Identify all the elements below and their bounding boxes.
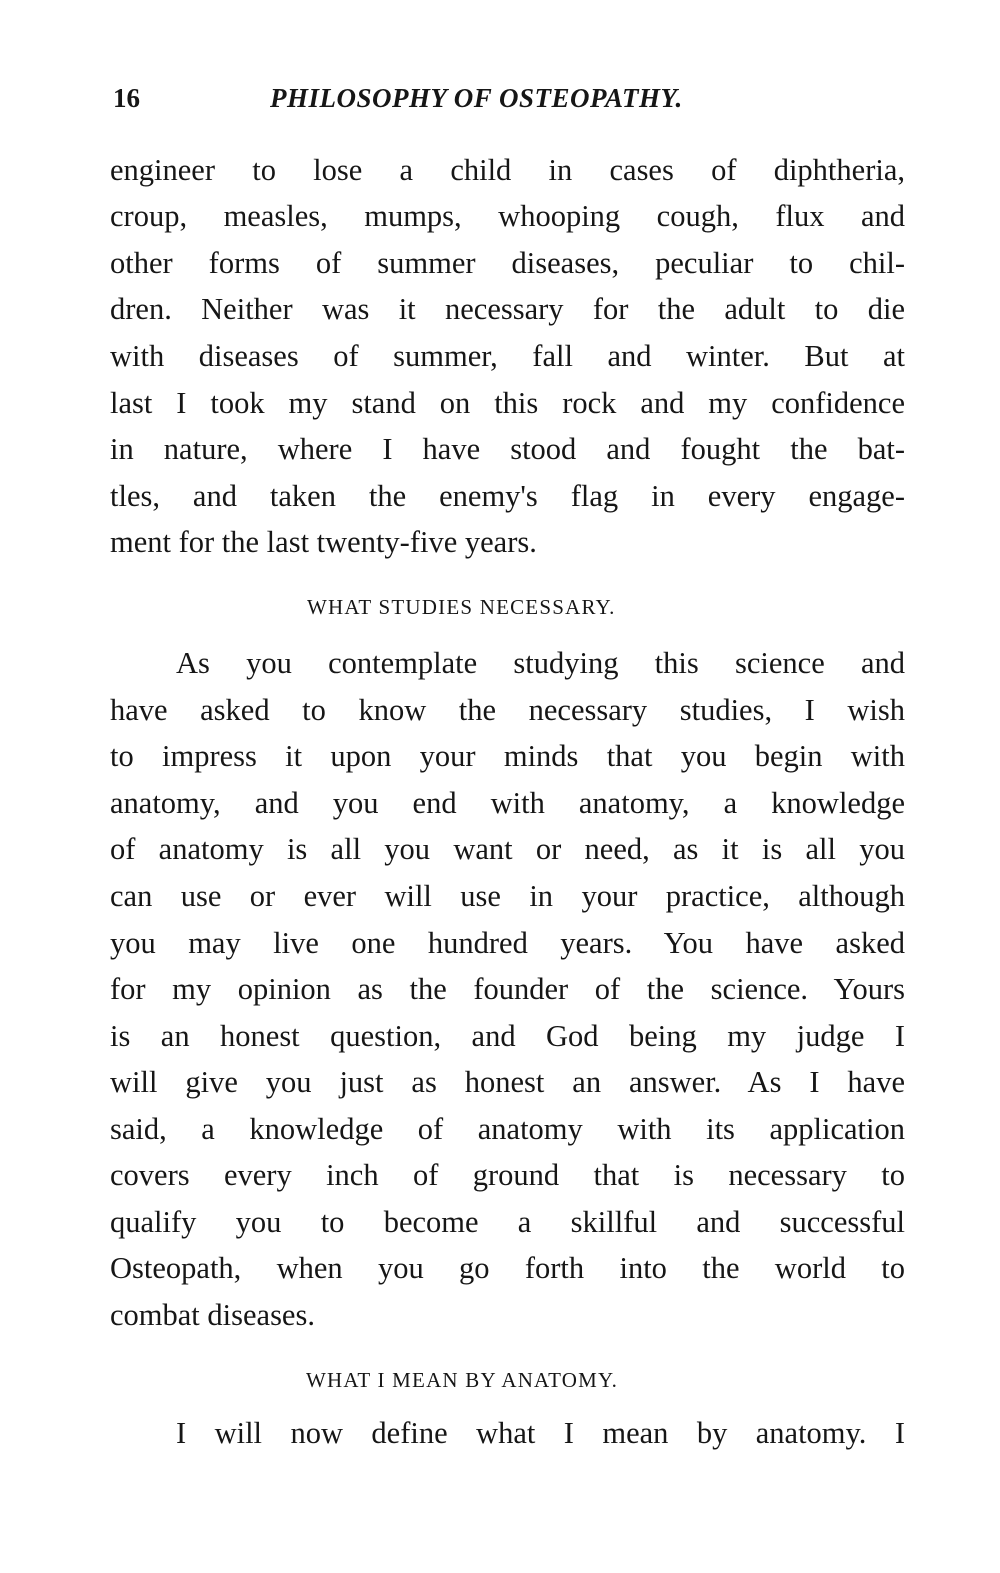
section-heading-studies: [0, 589, 1000, 625]
text-line: will give you just as honest an answer. As I have: [110, 1065, 905, 1099]
text-line: I will now define what I mean by anatomy. I: [176, 1416, 905, 1450]
text-line: other forms of summer diseases, peculiar to chil-: [110, 246, 905, 280]
section-heading-text: WHAT I MEAN BY ANATOMY.: [306, 1368, 619, 1392]
text-line: you may live one hundred years. You have asked: [110, 926, 905, 960]
text-line: last I took my stand on this rock and my confidence: [110, 386, 905, 420]
text-line: As you contemplate studying this science and: [176, 646, 905, 680]
page-number: 16: [113, 83, 140, 113]
text-line: combat diseases.: [110, 1298, 315, 1332]
text-line: tles, and taken the enemy's flag in every engage-: [110, 479, 905, 513]
text-line: is an honest question, and God being my judge I: [110, 1019, 905, 1053]
running-head: [113, 78, 913, 118]
text-line: to impress it upon your minds that you begin with: [110, 739, 905, 773]
text-line: with diseases of summer, fall and winter. But at: [110, 339, 905, 373]
text-line: engineer to lose a child in cases of diphtheria,: [110, 153, 905, 187]
text-line: dren. Neither was it necessary for the adult to die: [110, 292, 905, 326]
section-heading-anatomy: [0, 1362, 1000, 1398]
text-line: ment for the last twenty-five years.: [110, 525, 537, 559]
text-line: can use or ever will use in your practice, although: [110, 879, 905, 913]
text-line: anatomy, and you end with anatomy, a knowledge: [110, 786, 905, 820]
text-line: said, a knowledge of anatomy with its application: [110, 1112, 905, 1146]
text-line: croup, measles, mumps, whooping cough, flux and: [110, 199, 905, 233]
text-line: qualify you to become a skillful and successful: [110, 1205, 905, 1239]
running-title: PHILOSOPHY OF OSTEOPATHY.: [270, 83, 683, 113]
text-line: of anatomy is all you want or need, as it is all you: [110, 832, 905, 866]
text-line: covers every inch of ground that is necessary to: [110, 1158, 905, 1192]
text-line: in nature, where I have stood and fought the bat-: [110, 432, 905, 466]
section-heading-text: WHAT STUDIES NECESSARY.: [307, 595, 616, 619]
text-line: have asked to know the necessary studies, I wish: [110, 693, 905, 727]
text-line: for my opinion as the founder of the science. Yours: [110, 972, 905, 1006]
text-line: Osteopath, when you go forth into the world to: [110, 1251, 905, 1285]
